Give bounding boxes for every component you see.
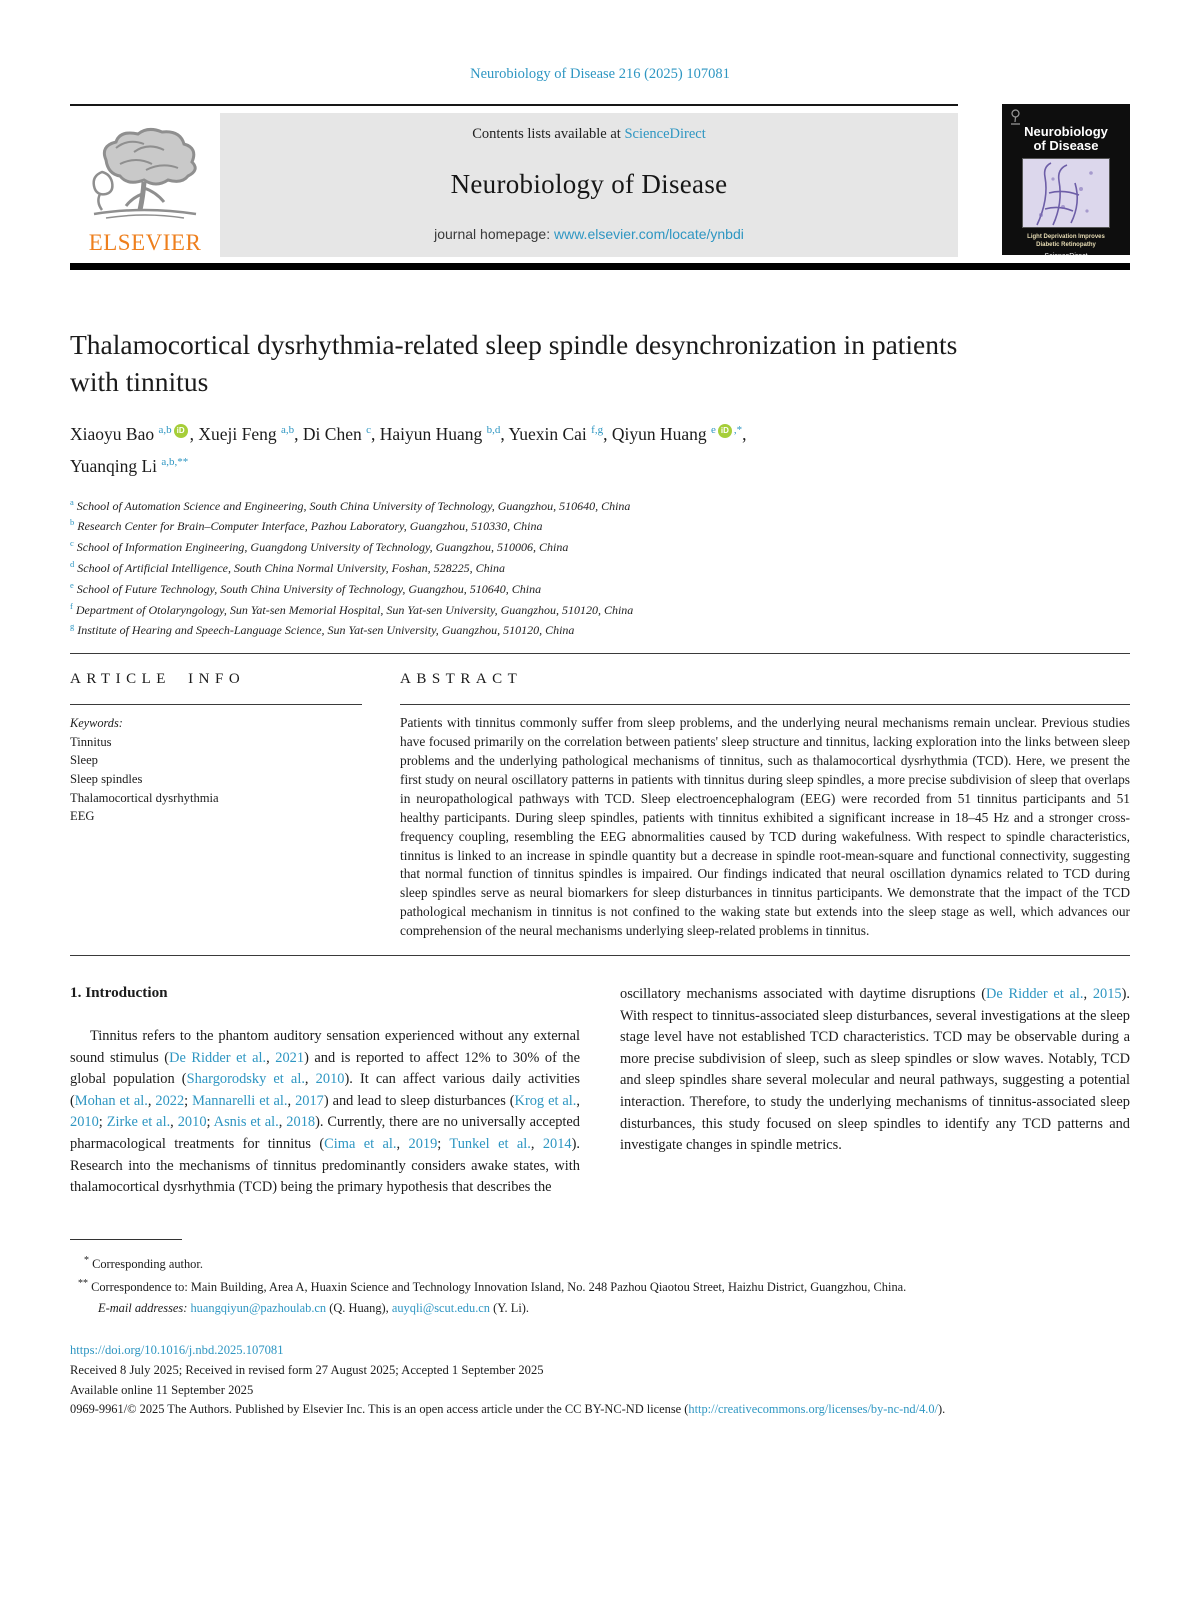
link[interactable]: http://creativecommons.org/licenses/by-nc-nd/4.0/ bbox=[688, 1401, 938, 1416]
homepage-prefix: journal homepage: bbox=[434, 226, 554, 242]
affiliation-letter: d bbox=[70, 559, 75, 570]
text-segment: Xiaoyu Bao bbox=[70, 423, 159, 444]
text-segment: Tinnitus refers to the phantom auditory sensation experienced without any external sound stimulus ( bbox=[70, 1028, 580, 1066]
sciencedirect-link[interactable]: ScienceDirect bbox=[624, 126, 706, 142]
text-segment: , bbox=[1083, 986, 1093, 1003]
article-info-column bbox=[70, 671, 362, 941]
affiliation-list bbox=[70, 494, 1130, 640]
doi-link[interactable]: https://doi.org/10.1016/j.nbd.2025.107081 bbox=[70, 1342, 284, 1357]
text-segment: , Di Chen bbox=[294, 423, 367, 444]
text-segment: , Yuexin Cai bbox=[500, 423, 592, 444]
header-main-block bbox=[70, 104, 958, 257]
text-segment: , Xueji Feng bbox=[189, 423, 281, 444]
footnotes-block bbox=[70, 1239, 1130, 1319]
affiliation-letter: f bbox=[70, 600, 73, 611]
affiliation-letter: a bbox=[70, 496, 74, 507]
journal-header-banner bbox=[70, 104, 1130, 260]
abstract-bottom-divider bbox=[70, 955, 1130, 956]
link[interactable]: Mannarelli et al. bbox=[192, 1092, 288, 1109]
text-segment: ; bbox=[184, 1092, 193, 1109]
homepage-line bbox=[230, 226, 948, 242]
link[interactable]: 2018 bbox=[286, 1114, 316, 1131]
article-info-header: ARTICLE INFO bbox=[70, 671, 246, 688]
link[interactable]: huangqiyun@pazhoulab.cn bbox=[190, 1301, 327, 1316]
section-divider bbox=[70, 653, 1130, 654]
introduction-section bbox=[70, 982, 1130, 1199]
affiliation-item bbox=[70, 556, 1130, 577]
elsevier-tree-icon bbox=[86, 126, 204, 228]
journal-citation: Neurobiology of Disease 216 (2025) 107081 bbox=[470, 66, 730, 82]
affiliation-text: School of Future Technology, South China University of Technology, Guangzhou, 510640, China bbox=[76, 581, 542, 596]
introduction-paragraph-left bbox=[70, 1026, 580, 1199]
link[interactable]: Krog et al. bbox=[514, 1092, 577, 1109]
keyword: Sleep bbox=[70, 753, 98, 768]
link[interactable]: De Ridder et al. bbox=[986, 986, 1084, 1003]
correspondence-address-note bbox=[70, 1274, 1130, 1298]
affiliation-letter: c bbox=[70, 538, 74, 549]
email-addresses-note bbox=[70, 1299, 1130, 1319]
keyword: Sleep spindles bbox=[70, 772, 143, 787]
affiliation-letter: g bbox=[70, 621, 75, 632]
link[interactable]: 2010 bbox=[70, 1114, 99, 1131]
affiliation-letter: e bbox=[70, 579, 74, 590]
text-segment: ). Research into the mechanisms of tinnitus predominantly considers awake states, with thalamocortical dysrhythmia (TCD) being the primary hypothesis that describes the bbox=[70, 1136, 581, 1196]
text-segment: , bbox=[287, 1092, 296, 1109]
footnote-marker: ** bbox=[78, 1278, 88, 1290]
affiliation-item bbox=[70, 535, 1130, 556]
link[interactable]: 2019 bbox=[408, 1136, 438, 1153]
text-segment: ; bbox=[98, 1114, 107, 1131]
article-info-rule bbox=[70, 704, 362, 705]
affiliation-text: Research Center for Brain–Computer Interface, Pazhou Laboratory, Guangzhou, 510330, China bbox=[77, 519, 543, 534]
text-segment: ; bbox=[206, 1114, 214, 1131]
keyword: EEG bbox=[70, 809, 95, 824]
cover-title-line1: Neurobiology bbox=[1024, 124, 1108, 139]
affiliation-text: School of Artificial Intelligence, South China Normal University, Foshan, 528225, China bbox=[77, 561, 506, 576]
abstract-header: ABSTRACT bbox=[400, 671, 523, 688]
contents-line bbox=[230, 126, 948, 143]
link[interactable]: De Ridder et al. bbox=[169, 1049, 267, 1066]
author-list bbox=[70, 416, 1050, 480]
text-segment: , bbox=[170, 1114, 178, 1131]
text-segment: , bbox=[742, 423, 747, 444]
link[interactable]: Cima et al. bbox=[324, 1136, 397, 1153]
link[interactable]: 2010 bbox=[177, 1114, 207, 1131]
cover-title-line2: of Disease bbox=[1033, 138, 1099, 153]
link[interactable]: Tunkel et al. bbox=[449, 1136, 531, 1153]
cover-caption-line2: Diabetic Retinopathy bbox=[1036, 242, 1096, 248]
cover-artwork bbox=[1022, 158, 1110, 228]
text-segment: ). Currently, there are no universally accepted pharmacological treatments for tinnitus ( bbox=[70, 1114, 580, 1153]
link[interactable]: Shargorodsky et al. bbox=[186, 1071, 305, 1088]
text-segment: ) and is reported to affect 12% to 30% of the global population ( bbox=[70, 1049, 581, 1088]
introduction-paragraph-right bbox=[620, 984, 1130, 1157]
link[interactable]: 2021 bbox=[275, 1049, 305, 1066]
link[interactable]: 2010 bbox=[315, 1071, 345, 1088]
text-segment: ) and lead to sleep disturbances ( bbox=[323, 1092, 515, 1109]
elsevier-logo[interactable] bbox=[70, 113, 220, 257]
journal-name: Neurobiology of Disease bbox=[450, 169, 728, 199]
introduction-heading: 1. Introduction bbox=[70, 984, 168, 1002]
abstract-rule bbox=[400, 704, 1130, 705]
author-affiliation-superscript: a,b,** bbox=[161, 455, 189, 468]
text-segment: ). It can affect various daily activities ( bbox=[70, 1071, 580, 1109]
text-segment: , bbox=[304, 1071, 316, 1088]
affiliation-text: Department of Otolaryngology, Sun Yat-sen Memorial Hospital, Sun Yat-sen University, Guangzhou, 510120, China bbox=[75, 602, 634, 617]
text-segment: ). With respect to tinnitus-associated sleep disturbances, several investigations at the sleep stage level have not established TCD characteristics. TCD may be observable during a more precise subdivision of sleep, such as sleep spindles or slow waves. Notably, TCD and sleep spindles share several molecular and neural pathways, suggesting a potential interaction. Therefore, to study the underlying mechanisms of tinnitus-associated sleep disturbances, this study focused on sleep spindles to identify any TCD patterns and investigate changes in spindle metrics. bbox=[620, 986, 1131, 1154]
info-abstract-section bbox=[70, 671, 1130, 941]
author-affiliation-superscript: f,g bbox=[591, 424, 604, 436]
text-segment: , bbox=[266, 1049, 276, 1066]
link[interactable]: Zirke et al. bbox=[106, 1114, 171, 1131]
footnote-marker: * bbox=[84, 1254, 89, 1266]
affiliation-text: School of Automation Science and Engineering, South China University of Technology, Guangzhou, 510640, China bbox=[76, 498, 631, 513]
link[interactable]: auyqli@scut.edu.cn bbox=[391, 1301, 490, 1316]
link[interactable]: Mohan et al. bbox=[74, 1092, 148, 1109]
cover-journal-title bbox=[1024, 125, 1108, 153]
link[interactable]: 2017 bbox=[295, 1092, 324, 1109]
header-divider-bar bbox=[70, 263, 1130, 270]
link[interactable]: 2022 bbox=[155, 1092, 185, 1109]
affiliation-letter: b bbox=[70, 517, 75, 528]
emphasis-text: E-mail addresses: bbox=[98, 1301, 188, 1316]
affiliation-item bbox=[70, 494, 1130, 515]
affiliation-item bbox=[70, 598, 1130, 619]
orcid-icon[interactable]: iD bbox=[718, 424, 732, 438]
text-segment: , bbox=[278, 1114, 287, 1131]
received-dates: Received 8 July 2025; Received in revised form 27 August 2025; Accepted 1 September 2025 bbox=[70, 1362, 544, 1377]
journal-masthead bbox=[220, 113, 958, 257]
link[interactable]: 2015 bbox=[1092, 986, 1122, 1003]
author-affiliation-superscript: a,b bbox=[281, 424, 295, 436]
keywords-label: Keywords: bbox=[70, 716, 123, 731]
text-segment: ; bbox=[437, 1136, 450, 1153]
affiliation-item bbox=[70, 577, 1130, 598]
keyword: Thalamocortical dysrhythmia bbox=[70, 790, 219, 805]
text-segment: Corresponding author. bbox=[89, 1256, 203, 1271]
text-segment: Correspondence to: Main Building, Area A, Huaxin Science and Technology Innovation Island, No. 248 Pazhou Qiaotou Street, Haizhu District, Guangzhou, China. bbox=[88, 1280, 907, 1295]
cover-elsevier-mini-icon bbox=[1009, 109, 1022, 125]
text-segment: , Haiyun Huang bbox=[370, 423, 487, 444]
corresponding-author-note bbox=[70, 1251, 1130, 1275]
left-column bbox=[70, 982, 580, 1199]
author-affiliation-superscript: ,* bbox=[733, 424, 743, 436]
text-segment: (Q. Huang), bbox=[326, 1301, 392, 1316]
available-online: Available online 11 September 2025 bbox=[70, 1382, 254, 1397]
author-affiliation-superscript: b,d bbox=[486, 424, 501, 436]
author-affiliation-superscript: e bbox=[710, 424, 716, 436]
author-affiliation-superscript: a,b bbox=[158, 424, 172, 436]
homepage-link[interactable]: www.elsevier.com/locate/ynbdi bbox=[554, 226, 744, 242]
text-segment: Yuanqing Li bbox=[70, 455, 162, 476]
link[interactable]: Asnis et al. bbox=[213, 1114, 279, 1131]
cover-caption bbox=[1027, 233, 1105, 249]
affiliation-text: School of Information Engineering, Guangdong University of Technology, Guangzhou, 510006, China bbox=[76, 540, 569, 555]
keyword: Tinnitus bbox=[70, 734, 112, 749]
text-segment: , Qiyun Huang bbox=[603, 423, 711, 444]
orcid-icon[interactable]: iD bbox=[174, 424, 188, 438]
cover-sciencedirect-brand: ScienceDirect bbox=[1044, 253, 1088, 260]
author-affiliation-superscript: c bbox=[366, 424, 371, 436]
journal-cover-thumbnail[interactable] bbox=[1002, 104, 1130, 260]
elsevier-wordmark: ELSEVIER bbox=[88, 230, 202, 255]
cover-caption-line1: Light Deprivation Improves bbox=[1027, 234, 1105, 240]
text-segment: oscillatory mechanisms associated with daytime disruptions ( bbox=[620, 986, 987, 1003]
text-segment: ). bbox=[938, 1401, 946, 1416]
abstract-column bbox=[400, 671, 1130, 941]
footnote-rule bbox=[70, 1239, 182, 1240]
text-segment: (Y. Li). bbox=[489, 1301, 529, 1316]
text-segment: , bbox=[576, 1092, 580, 1109]
abstract-text: Patients with tinnitus commonly suffer from sleep problems, and the underlying neural mechanisms remain unclear. Previous studies have focused primarily on the correlation between patients' sleep structure and tinnitus, lacking exploration into the links between sleep problems and the underlying pathological mechanisms of tinnitus, such as thalamocortical dysrhythmia (TCD). Here, we present the first study on neural oscillatory patterns in patients with tinnitus during sleep spindles, a more precise subdivision of sleep that overlaps in neuropathological pathways with TCD. Sleep electroencephalogram (EEG) were recorded from 51 tinnitus participants and 51 healthy participants. During sleep spindles, patients with tinnitus exhibited a significant increase in 18–45 Hz and a stronger cross-frequency coupling, resembling the EEG abnormalities caused by TCD during wakefulness. With respect to spindle characteristics, tinnitus is linked to an increase in spindle quantity but a decrease in spindle root-mean-square and functional connectivity, suggesting that normal function of tinnitus spindles is impaired. Our findings indicated that neural oscillation dynamics related to TCD during sleep spindles serve as neural biomarkers for sleep disturbances in tinnitus participants. We demonstrate that the impact of the TCD pathological mechanism in tinnitus is not confined to the waking state but extends into the sleep stage as well, which advances our comprehension of the neural mechanisms underlying sleep-related problems in tinnitus. bbox=[400, 715, 1130, 939]
text-segment: , bbox=[530, 1136, 543, 1153]
contents-prefix: Contents lists available at bbox=[472, 126, 625, 142]
copyright-line bbox=[70, 1400, 1130, 1420]
link[interactable]: 2014 bbox=[542, 1136, 572, 1153]
affiliation-text: Institute of Hearing and Speech-Language Science, Sun Yat-sen University, Guangzhou, 510120, China bbox=[77, 623, 575, 638]
right-column bbox=[620, 982, 1130, 1199]
text-segment: , bbox=[396, 1136, 409, 1153]
text-segment: 0969-9961/© 2025 The Authors. Published by Elsevier Inc. This is an open access article under the CC BY-NC-ND license ( bbox=[70, 1401, 689, 1416]
affiliation-item bbox=[70, 618, 1130, 639]
text-segment: , bbox=[147, 1092, 156, 1109]
article-meta-block bbox=[70, 1340, 1130, 1420]
article-title: Thalamocortical dysrhythmia-related sleep spindle desynchronization in patients with tinnitus bbox=[70, 329, 958, 397]
affiliation-item bbox=[70, 514, 1130, 535]
